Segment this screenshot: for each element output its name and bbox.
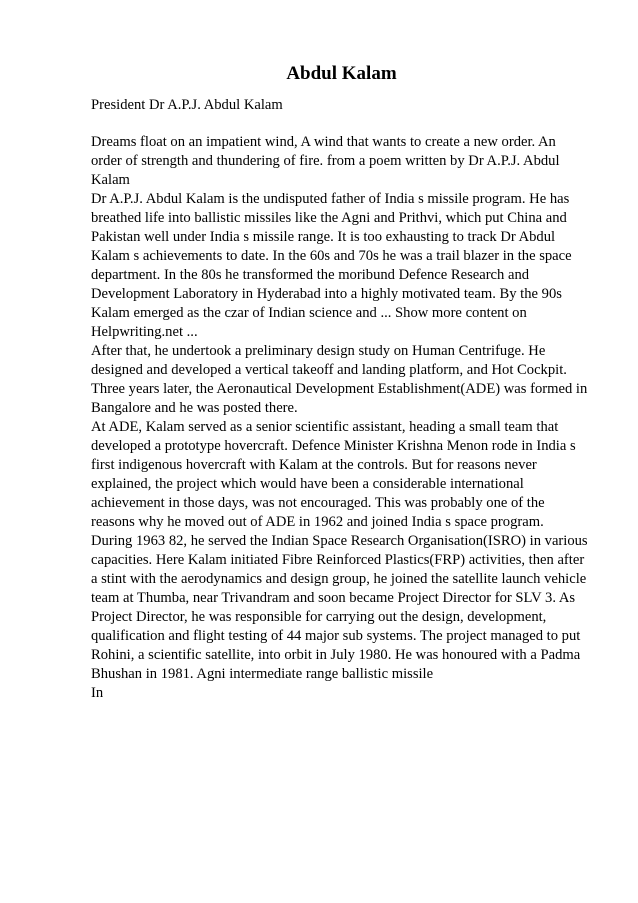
text-line: reasons why he moved out of ADE in 1962 and joined India s space program. xyxy=(91,514,544,530)
text-line: developed a prototype hovercraft. Defence Minister Krishna Menon rode in India s xyxy=(91,438,576,454)
text-line: achievement in those days, was not encouraged. This was probably one of the xyxy=(91,495,545,511)
text-line: Kalam s achievements to date. In the 60s and 70s he was a trail blazer in the space xyxy=(91,248,572,264)
text-line: Three years later, the Aeronautical Development Establishment(ADE) was formed in xyxy=(91,381,588,397)
text-line: Project Director, he was responsible for carrying out the design, development, xyxy=(91,609,547,625)
text-line: Dreams float on an impatient wind, A wind that wants to create a new order. An xyxy=(91,134,556,150)
text-line: Rohini, a scientific satellite, into orbit in July 1980. He was honoured with a Padma xyxy=(91,647,581,663)
text-line: department. In the 80s he transformed the moribund Defence Research and xyxy=(91,267,530,283)
text-line: Helpwriting.net ... xyxy=(91,324,198,340)
text-line: explained, the project which would have been a considerable international xyxy=(91,476,524,492)
text-line: After that, he undertook a preliminary design study on Human Centrifuge. He xyxy=(91,343,546,359)
text-line: designed and developed a vertical takeoff and landing platform, and Hot Cockpit. xyxy=(91,362,567,378)
text-line: Kalam emerged as the czar of Indian science and ... Show more content on xyxy=(91,305,527,321)
text-line: Kalam xyxy=(91,172,130,188)
text-line: In xyxy=(91,685,104,701)
text-line: first indigenous hovercraft with Kalam at the controls. But for reasons never xyxy=(91,457,537,473)
text-line: Development Laboratory in Hyderabad into a highly motivated team. By the 90s xyxy=(91,286,562,302)
text-line: At ADE, Kalam served as a senior scientific assistant, heading a small team that xyxy=(91,419,559,435)
text-line: Bhushan in 1981. Agni intermediate range ballistic missile xyxy=(91,666,434,682)
text-line: Pakistan well under India s missile range. It is too exhausting to track Dr Abdul xyxy=(91,229,556,245)
text-line: capacities. Here Kalam initiated Fibre Reinforced Plastics(FRP) activities, then after xyxy=(91,552,585,568)
text-line: order of strength and thundering of fire. from a poem written by Dr A.P.J. Abdul xyxy=(91,153,560,169)
text-line: a stint with the aerodynamics and design group, he joined the satellite launch vehicle xyxy=(91,571,587,587)
text-line: breathed life into ballistic missiles like the Agni and Prithvi, which put China and xyxy=(91,210,567,226)
text-line: qualification and flight testing of 44 major sub systems. The project managed to put xyxy=(91,628,581,644)
document-subtitle: President Dr A.P.J. Abdul Kalam xyxy=(91,97,283,113)
document-title: Abdul Kalam xyxy=(286,63,397,84)
text-line: Bangalore and he was posted there. xyxy=(91,400,298,416)
text-line: Dr A.P.J. Abdul Kalam is the undisputed father of India s missile program. He has xyxy=(91,191,570,207)
text-line: During 1963 82, he served the Indian Space Research Organisation(ISRO) in various xyxy=(91,533,588,549)
text-line: team at Thumba, near Trivandram and soon became Project Director for SLV 3. As xyxy=(91,590,576,606)
